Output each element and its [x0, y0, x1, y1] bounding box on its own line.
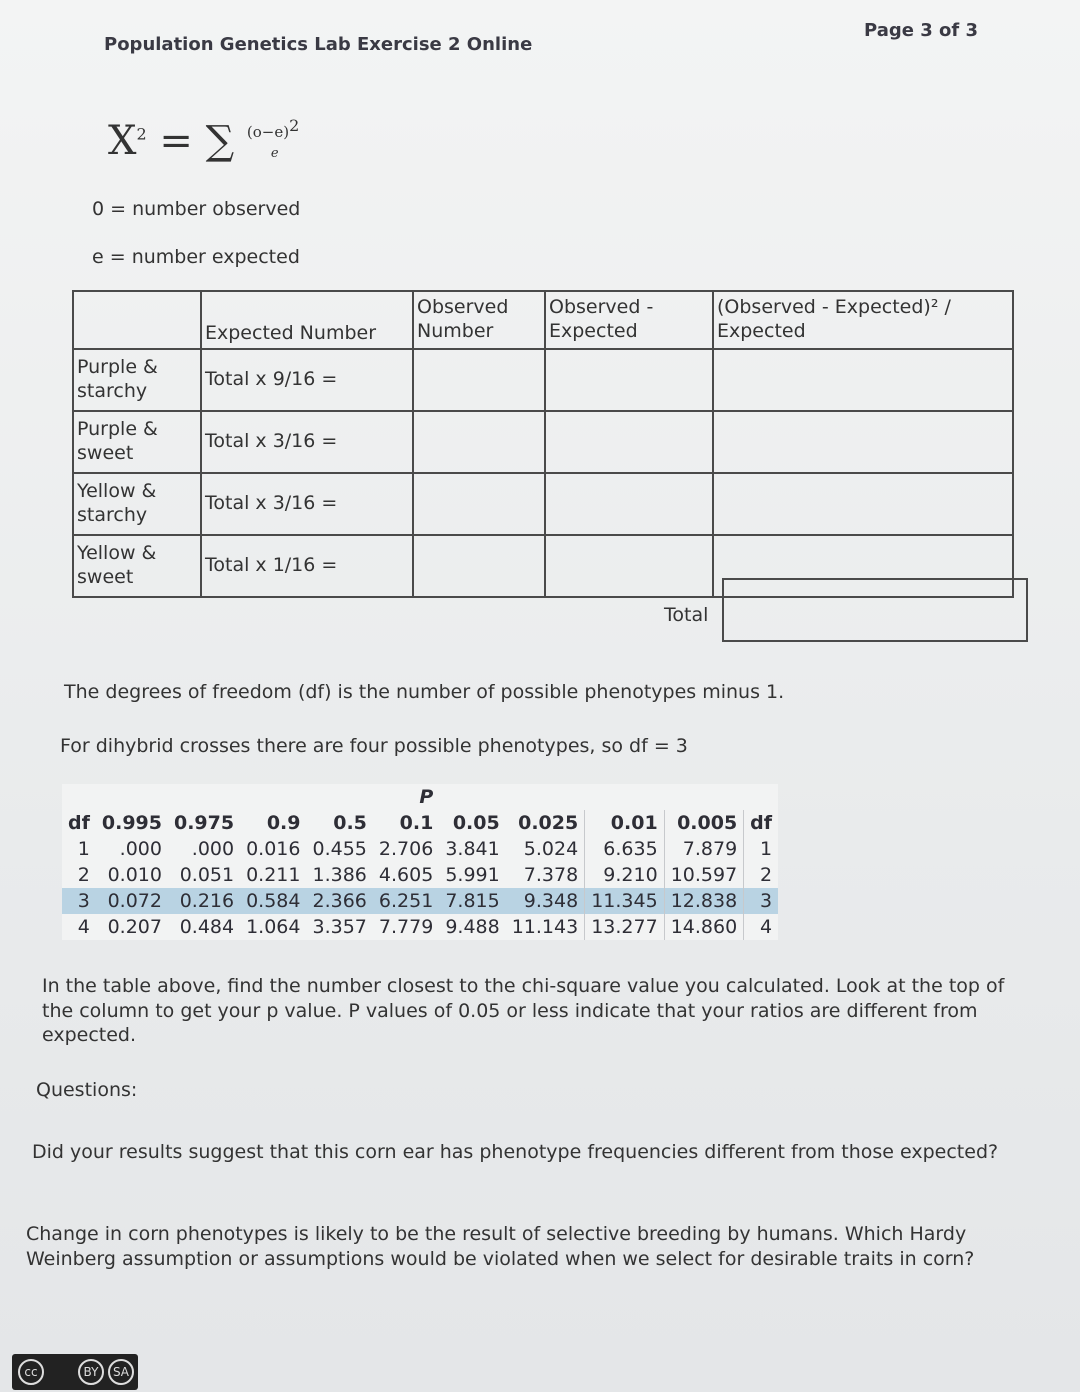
- chi-term-cell[interactable]: [713, 411, 1013, 473]
- chi-row: [62, 914, 778, 940]
- chi-cell: 0.051: [179, 864, 235, 886]
- chi-cell: 2: [77, 864, 90, 886]
- observed-cell[interactable]: [413, 535, 545, 597]
- chi-cell: 11.345: [585, 888, 664, 914]
- questions-label: Questions:: [36, 1079, 138, 1101]
- expected-formula: Total x 3/16 =: [201, 473, 413, 535]
- chi-header-cell: 0.995: [101, 812, 162, 834]
- expected-formula: Total x 9/16 =: [201, 349, 413, 411]
- chi-header-cell: 0.9: [266, 812, 301, 834]
- chi-row: [62, 862, 778, 888]
- difference-cell[interactable]: [545, 535, 713, 597]
- formula-numerator: (o−e): [246, 123, 290, 141]
- worksheet-table: [72, 290, 1014, 598]
- chi-cell: 4: [77, 916, 90, 938]
- formula-lhs-sup: 2: [136, 124, 147, 144]
- chi-cell: 1.386: [312, 864, 367, 886]
- chi-cell: .000: [191, 838, 235, 860]
- chi-header-cell: 0.025: [518, 812, 579, 834]
- chi-cell: 7.378: [523, 864, 579, 886]
- chi-cell: 0.010: [107, 864, 162, 886]
- phenotype-label: Yellow & starchy: [73, 473, 201, 535]
- chi-header-cell: 0.1: [399, 812, 434, 834]
- chi-square-table: [62, 784, 778, 940]
- chi-cell: 9.210: [585, 862, 664, 888]
- chi-cell: 13.277: [585, 914, 664, 940]
- chi-row-highlighted: [62, 888, 778, 914]
- chi-header-cell: df: [744, 810, 778, 836]
- observed-cell[interactable]: [413, 411, 545, 473]
- chi-cell: 0.072: [96, 888, 168, 914]
- chi-header-cell: 0.975: [173, 812, 235, 834]
- chi-cell: 7.815: [439, 888, 505, 914]
- chi-cell: 0.211: [246, 864, 301, 886]
- df-value: For dihybrid crosses there are four possible phenotypes, so df = 3: [60, 735, 688, 757]
- expected-formula: Total x 1/16 =: [201, 535, 413, 597]
- phenotype-label: Purple & sweet: [73, 411, 201, 473]
- chi-header-cell: 0.005: [664, 810, 743, 836]
- chi-header-cell: 0.5: [333, 812, 367, 834]
- chi-cell: 3: [744, 888, 778, 914]
- creative-commons-badge: [12, 1354, 138, 1390]
- chi-cell: 3: [62, 888, 96, 914]
- chi-square-formula: [108, 118, 307, 164]
- difference-cell[interactable]: [545, 411, 713, 473]
- chi-cell: .000: [119, 838, 162, 860]
- chi-term-cell[interactable]: [713, 473, 1013, 535]
- total-input-box[interactable]: [722, 578, 1028, 642]
- chi-cell: 12.838: [664, 888, 743, 914]
- formula-num-sup: 2: [289, 116, 300, 135]
- header-observed-number: Observed Number: [413, 291, 545, 349]
- formula-lhs: X: [108, 118, 137, 164]
- cc-icon: cc: [18, 1359, 44, 1385]
- chi-cell: 2: [744, 862, 778, 888]
- page-number: Page 3 of 3: [864, 20, 978, 41]
- chi-cell: 0.584: [240, 888, 306, 914]
- observed-cell[interactable]: [413, 349, 545, 411]
- chi-cell: 7.779: [378, 916, 434, 938]
- worksheet-row: [73, 349, 1013, 411]
- chi-cell: 4.605: [378, 864, 434, 886]
- chi-cell: 9.348: [506, 888, 585, 914]
- question-2: Change in corn phenotypes is likely to be the result of selective breeding by humans. Which Hardy Weinberg assumption or assumptions would be violated when we select for desirable traits in corn?: [26, 1223, 975, 1270]
- total-label: Total: [664, 604, 709, 626]
- by-icon: BY: [78, 1359, 104, 1385]
- chi-cell: 0.484: [179, 916, 235, 938]
- sa-icon: SA: [108, 1359, 134, 1385]
- worksheet-row: [73, 411, 1013, 473]
- def-observed: 0 = number observed: [92, 198, 301, 220]
- formula-denominator: e: [270, 146, 279, 161]
- chi-cell: 6.635: [585, 836, 664, 862]
- chi-cell: 0.216: [168, 888, 240, 914]
- header-chi-term: (Observed - Expected)² / Expected: [713, 291, 1013, 349]
- chi-cell: 0.207: [107, 916, 162, 938]
- chi-cell: 11.143: [511, 916, 579, 938]
- header-blank: [73, 291, 201, 349]
- worksheet-row: [73, 473, 1013, 535]
- chi-cell: 3.357: [312, 916, 367, 938]
- header-expected-number: Expected Number: [201, 291, 413, 349]
- chi-cell: 9.488: [445, 916, 500, 938]
- header-observed-minus-expected: Observed - Expected: [545, 291, 713, 349]
- phenotype-label: Yellow & sweet: [73, 535, 201, 597]
- worksheet-header-row: [73, 291, 1013, 349]
- difference-cell[interactable]: [545, 349, 713, 411]
- chi-cell: 2.366: [307, 888, 373, 914]
- chi-cell: 6.251: [373, 888, 439, 914]
- chi-cell: 2.706: [378, 838, 434, 860]
- chi-cell: 5.024: [523, 838, 579, 860]
- p-label-row: [62, 784, 778, 810]
- document-title: Population Genetics Lab Exercise 2 Online: [104, 34, 533, 55]
- chi-cell: 0.455: [312, 838, 367, 860]
- chi-cell: 7.879: [664, 836, 743, 862]
- formula-fraction: [246, 116, 307, 161]
- chi-cell: 10.597: [664, 862, 743, 888]
- def-expected: e = number expected: [92, 246, 300, 268]
- chi-cell: 14.860: [664, 914, 743, 940]
- formula-sum: = ∑: [159, 118, 235, 164]
- chi-cell: 5.991: [445, 864, 500, 886]
- chi-header-row: [62, 810, 778, 836]
- question-1: Did your results suggest that this corn ear has phenotype frequencies different from those expected?: [32, 1141, 999, 1163]
- chi-cell: 1.064: [246, 916, 301, 938]
- observed-cell[interactable]: [413, 473, 545, 535]
- chi-header-cell: df: [68, 812, 90, 834]
- chi-cell: 0.016: [246, 838, 301, 860]
- df-definition: The degrees of freedom (df) is the number of possible phenotypes minus 1.: [64, 681, 785, 703]
- chi-row: [62, 836, 778, 862]
- chi-cell: 3.841: [445, 838, 500, 860]
- chi-header-cell: 0.05: [452, 812, 500, 834]
- chi-term-cell[interactable]: [713, 349, 1013, 411]
- difference-cell[interactable]: [545, 473, 713, 535]
- chi-header-cell: 0.01: [585, 810, 664, 836]
- chi-cell: 1: [744, 836, 778, 862]
- expected-formula: Total x 3/16 =: [201, 411, 413, 473]
- p-label: P: [419, 786, 434, 808]
- chi-cell: 1: [77, 838, 90, 860]
- phenotype-label: Purple & starchy: [73, 349, 201, 411]
- instructions-text: In the table above, find the number closest to the chi-square value you calculated. Look at the top of the column to get your p value. P values of 0.05 or less indicate that your ratios are different from expected.: [42, 975, 1005, 1047]
- chi-cell: 4: [744, 914, 778, 940]
